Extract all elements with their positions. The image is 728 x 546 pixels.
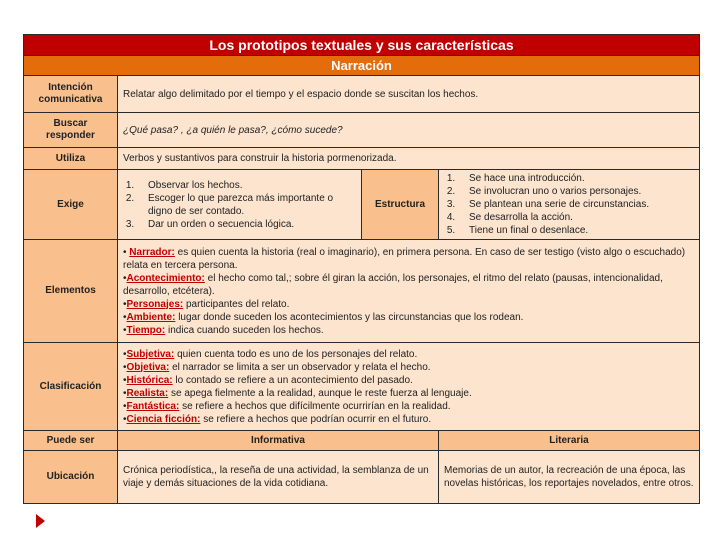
narration-table <box>23 34 700 504</box>
clasificacion-cell <box>118 343 700 431</box>
list-item: •Ambiente: lugar donde suceden los acontecimientos y las circunstancias que los rodean. <box>123 311 524 323</box>
table-title: Los prototipos textuales y sus características <box>24 35 700 56</box>
row-label-ubicacion: Ubicación <box>24 451 118 504</box>
list-item: 2. Se involucran uno o varios personajes. <box>458 185 694 198</box>
estructura-list-cell <box>439 170 700 240</box>
list-item: •Fantástica: se refiere a hechos que difícilmente ocurrirían en la realidad. <box>123 400 451 412</box>
intencion-text: Relatar algo delimitado por el tiempo y el espacio donde se suscitan los hechos. <box>118 76 700 113</box>
list-item: •Histórica: lo contado se refiere a un acontecimiento del pasado. <box>123 374 413 386</box>
list-item: •Acontecimiento: el hecho como tal,; sobre él giran la acción, los personajes, el ritmo del relato (pausas, intencionalidad, desarrollo, etcétera). <box>123 272 663 297</box>
list-item: •Tiempo: indica cuando suceden los hechos. <box>123 324 324 336</box>
estructura-list <box>444 172 694 237</box>
row-label-exige: Exige <box>24 170 118 240</box>
list-item: 3. Se plantean una serie de circunstancias. <box>458 198 694 211</box>
list-item: 2. Escoger lo que parezca más importante o digno de ser contado. <box>137 192 356 218</box>
list-item: •Personajes: participantes del relato. <box>123 298 290 310</box>
row-label-utiliza: Utiliza <box>24 148 118 170</box>
list-item: 5. Tiene un final o desenlace. <box>458 224 694 237</box>
list-item: •Realista: se apega fielmente a la realidad, aunque le reste fuerza al lenguaje. <box>123 387 472 399</box>
elementos-cell <box>118 240 700 343</box>
ubicacion-literaria: Memorias de un autor, la recreación de una época, las novelas históricas, los reportajes novelados, entre otros. <box>439 451 700 504</box>
list-item: • Narrador: es quien cuenta la historia (real o imaginario), en primera persona. En caso de ser testigo (visto algo o escuchado) relata en tercera persona. <box>123 246 686 271</box>
table-subtitle: Narración <box>24 56 700 76</box>
row-label-puede-ser: Puede ser <box>24 431 118 451</box>
exige-list <box>123 179 356 231</box>
list-item: 1. Observar los hechos. <box>137 179 356 192</box>
utiliza-text: Verbos y sustantivos para construir la historia pormenorizada. <box>118 148 700 170</box>
list-item: •Ciencia ficción: se refiere a hechos que podrían ocurrir en el futuro. <box>123 413 432 425</box>
informativa-header: Informativa <box>118 431 439 451</box>
list-item: 3. Dar un orden o secuencia lógica. <box>137 218 356 231</box>
buscar-text: ¿Qué pasa? , ¿a quién le pasa?, ¿cómo sucede? <box>118 113 700 148</box>
row-label-buscar: Buscar responder <box>24 113 118 148</box>
slide <box>23 34 699 504</box>
row-label-elementos: Elementos <box>24 240 118 343</box>
next-slide-arrow-icon[interactable] <box>36 514 45 528</box>
literaria-header: Literaria <box>439 431 700 451</box>
ubicacion-informativa: Crónica periodística,, la reseña de una actividad, la semblanza de un viaje y demás situaciones de la vida cotidiana. <box>118 451 439 504</box>
list-item: 4. Se desarrolla la acción. <box>458 211 694 224</box>
estructura-label: Estructura <box>362 170 439 240</box>
list-item: •Objetiva: el narrador se limita a ser un observador y relata el hecho. <box>123 361 431 373</box>
row-label-intencion: Intención comunicativa <box>24 76 118 113</box>
list-item: 1. Se hace una introducción. <box>458 172 694 185</box>
exige-list-cell <box>118 170 362 240</box>
list-item: •Subjetiva: quien cuenta todo es uno de los personajes del relato. <box>123 348 418 360</box>
row-label-clasificacion: Clasificación <box>24 343 118 431</box>
